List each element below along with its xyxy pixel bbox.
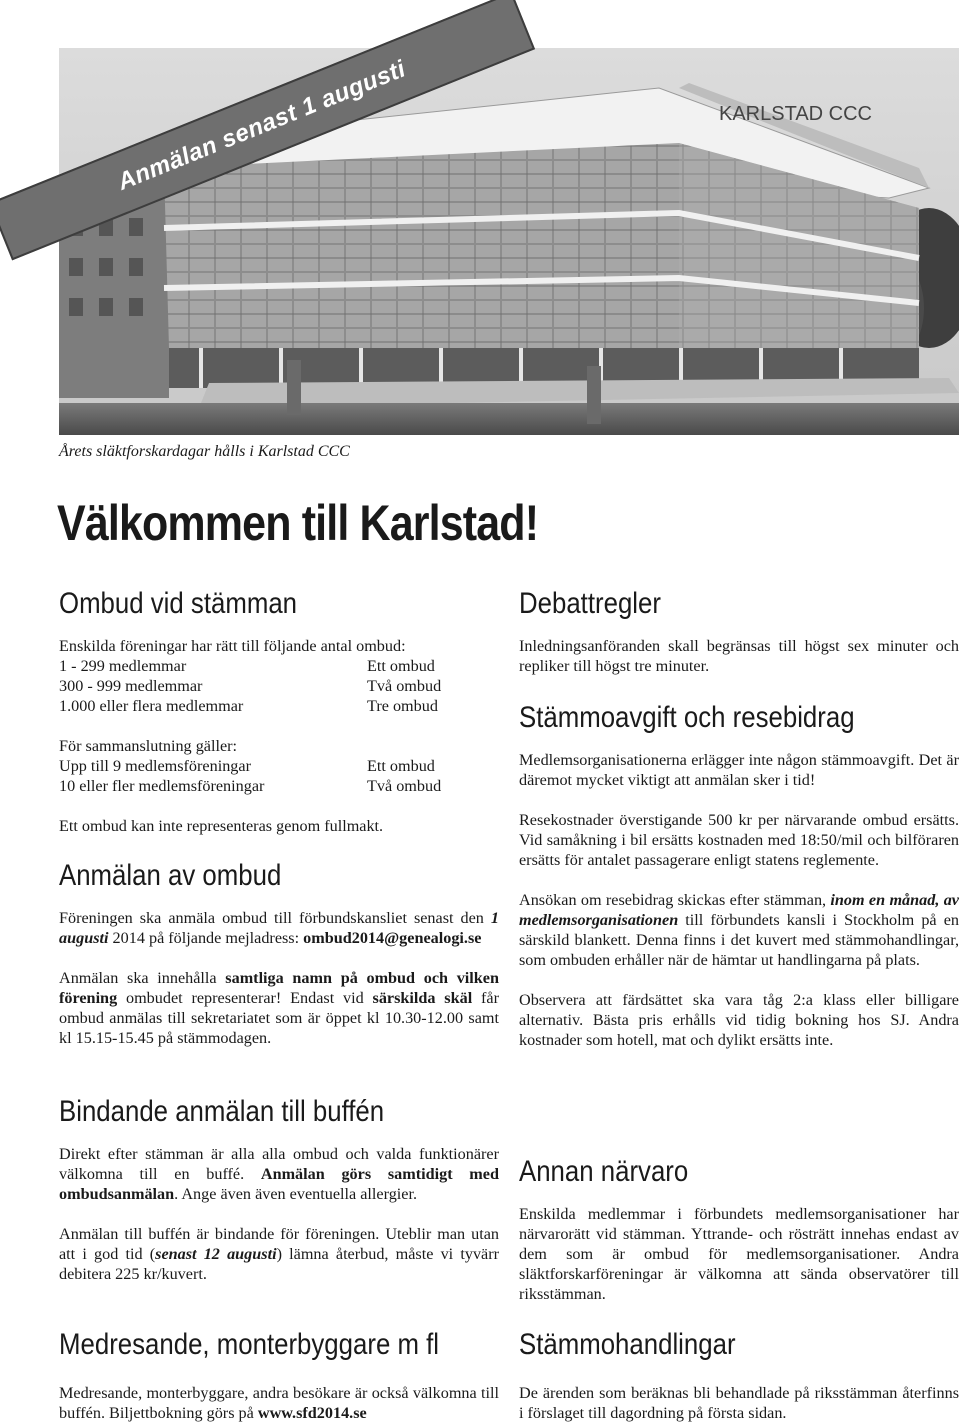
section-stammohandlingar (519, 1325, 959, 1423)
section-heading: Annan närvaro (519, 1155, 689, 1188)
photo-caption: Årets släktforskardagar hålls i Karlstad CCC (59, 443, 350, 460)
table-row: 300 - 999 medlemmar Två ombud (59, 677, 442, 695)
section-stammoavgift (519, 698, 959, 1050)
ombud-intro: Enskilda föreningar har rätt till följande antal ombud: (59, 637, 406, 655)
section-heading: Anmälan av ombud (59, 859, 282, 892)
sammanslutning-intro: För sammanslutning gäller: (59, 737, 238, 755)
section-heading: Medresande, monterbyggare m fl (59, 1328, 440, 1361)
table-row: Upp till 9 medlemsföreningar Ett ombud (59, 757, 435, 775)
table-row: 1.000 eller flera medlemmar Tre ombud (59, 697, 438, 715)
buffe-paragraph-2: Anmälan till buffén är bindande för föreningen. Uteblir man utan att i god tid (senast 12 augusti) lämna återbud, måste vi tyvärr debitera 225 kr/kuvert. (59, 1225, 500, 1283)
buffe-paragraph-1: Direkt efter stämman är alla alla ombud och valda funktionärer välkomna till en buffé. Anmälan görs samtidigt med ombudsanmälan. Ange även även eventuella allergier. (59, 1145, 499, 1203)
section-ombud (59, 584, 499, 836)
section-debattregler (519, 584, 959, 676)
handlingar-paragraph: De ärenden som beräknas bli behandlade på riksstämman återfinns i förslaget till dagordning på första sidan. (519, 1384, 959, 1422)
annan-paragraph: Enskilda medlemmar i förbundets medlemsorganisationer har närvarorätt vid stämman. Yttrande- och rösträtt innehas endast av dem som är ombud för medlemsorganisationer. Andra släktforskarföreningar är välkomna att sända observatörer till riksstämman. (519, 1205, 959, 1303)
website-link: www.sfd2014.se (257, 1404, 367, 1422)
section-heading: Stämmohandlingar (519, 1328, 736, 1361)
section-annan-narvaro (519, 1152, 959, 1304)
banner-area (0, 0, 520, 260)
debatt-paragraph: Inledningsanföranden skall begränsas till högst sex minuter och repliker till högst tre minuter. (519, 637, 959, 675)
section-anmalan (59, 856, 499, 1048)
section-heading: Bindande anmälan till buffén (59, 1095, 385, 1128)
email-address: ombud2014@genealogi.se (303, 929, 482, 947)
building-sign-text: KARLSTAD CCC (719, 103, 872, 125)
avgift-paragraph-1: Medlemsorganisationerna erlägger inte någon stämmoavgift. Det är däremot mycket viktigt att anmälan sker i tid! (519, 751, 959, 789)
section-heading: Stämmoavgift och resebidrag (519, 701, 855, 734)
section-heading: Debattregler (519, 587, 661, 620)
avgift-paragraph-4: Observera att färdsättet ska vara tåg 2:a klass eller billigare alternativ. Bästa pris erhålls vid tidig bokning hos SJ. Andra kostnader som hotell, mat och dylikt ersätts inte. (519, 991, 959, 1049)
section-heading: Ombud vid stämman (59, 587, 298, 620)
deadline-banner: Anmälan senast 1 augusti (0, 0, 535, 260)
avgift-paragraph-2: Resekostnader överstigande 500 kr per närvarande ombud ersätts. Vid samåkning i bil ersätts kostnaden med 18:50/mil och bilföraren ersätts för antalet passagerare enligt statens reglemente. (519, 811, 959, 869)
page-title: Välkommen till Karlstad! (57, 495, 539, 551)
table-row: 10 eller fler medlemsföreningar Två ombud (59, 777, 442, 795)
table-row: 1 - 299 medlemmar Ett ombud (59, 657, 435, 675)
fullmakt-note: Ett ombud kan inte representeras genom fullmakt. (59, 817, 384, 835)
anmalan-paragraph-2: Anmälan ska innehålla samtliga namn på ombud och vilken förening ombudet representerar! Endast vid särskilda skäl får ombud anmälas till sekretariatet som är öppet kl 10.30-12.00 samt kl 15.15-15.45 på stämmodagen. (59, 969, 499, 1047)
avgift-paragraph-3: Ansökan om resebidrag skickas efter stämman, inom en månad, av medlemsorganisationen till förbundets kansli i Stockholm på en särskild blankett. Denna finns i det kuvert med stämmohandlingar, som ombuden erhåller när de hämtar ut handlingarna på plats. (519, 891, 959, 969)
medresande-paragraph: Medresande, monterbyggare, andra besökare är också välkomna till buffén. Biljettbokning görs på www.sfd2014.se (59, 1384, 499, 1422)
section-buffe (59, 1092, 499, 1284)
section-medresande (59, 1325, 499, 1423)
anmalan-paragraph-1: Föreningen ska anmäla ombud till förbundskansliet senast den 1 augusti 2014 på följande mejladress: ombud2014@genealogi.se (59, 909, 499, 947)
